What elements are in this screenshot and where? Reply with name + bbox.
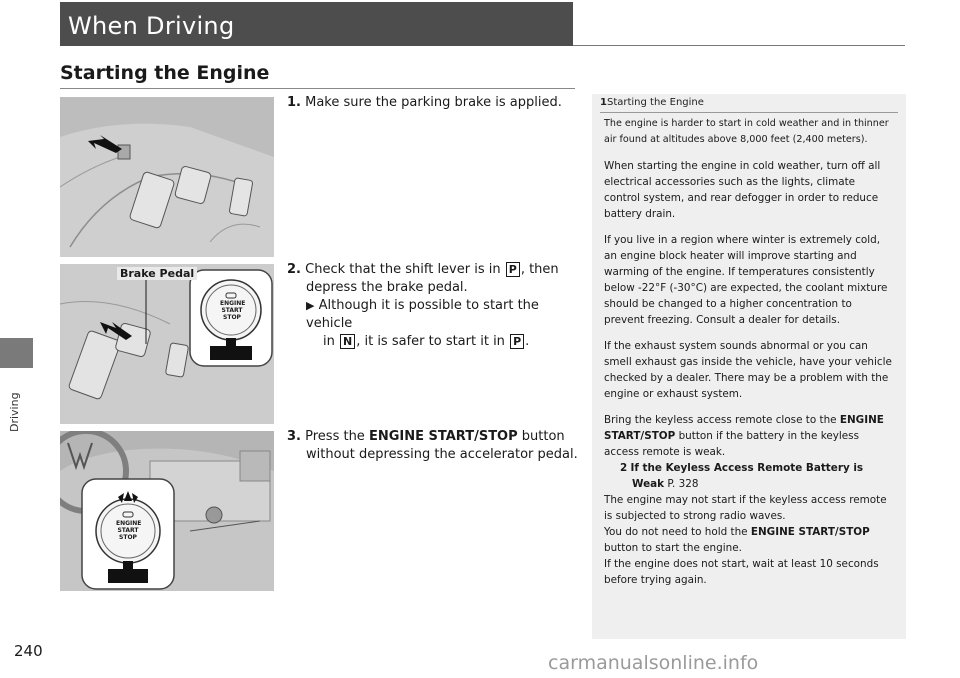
notes-marker: 1 bbox=[600, 97, 607, 108]
reference-title-2: Weak bbox=[632, 478, 665, 490]
notes-p4: If the exhaust system sounds abnormal or you can smell exhaust gas inside the vehicle, have your vehicle checked by a dealer. There may be a problem with the engine or exhaust system. bbox=[604, 340, 892, 400]
reference-cont bbox=[604, 476, 894, 492]
shift-n-key: N bbox=[340, 334, 355, 349]
dash-button-label-line-2: START bbox=[117, 527, 139, 534]
step-3-bold: ENGINE START/STOP bbox=[368, 429, 518, 444]
button-label-line-2: START bbox=[221, 307, 243, 314]
side-tab bbox=[0, 338, 33, 368]
dashboard-photo bbox=[60, 431, 274, 591]
shift-p-key: P bbox=[506, 262, 520, 277]
page-title: When Driving bbox=[68, 12, 235, 40]
notes-p8: If the engine does not start, wait at least 10 seconds before trying again. bbox=[604, 558, 879, 586]
step-1 bbox=[287, 94, 587, 112]
dash-button-label-line-3: STOP bbox=[119, 534, 137, 541]
notes-p1: The engine is harder to start in cold weather and in thinner air found at altitudes above 8,000 feet (2,400 meters). bbox=[604, 118, 889, 145]
page-number: 240 bbox=[14, 642, 43, 660]
step-2-text-a: Check that the shift lever is in bbox=[305, 262, 501, 277]
notes-p2: When starting the engine in cold weather, turn off all electrical accessories such as the lights, climate control system, and rear defogger in order to reduce battery drain. bbox=[604, 160, 881, 220]
header-rule bbox=[573, 45, 905, 46]
side-section-label: Driving bbox=[8, 392, 21, 432]
keyless-battery-reference[interactable] bbox=[604, 460, 894, 476]
step-2-text-b: , then bbox=[520, 262, 559, 277]
parking-brake-photo bbox=[60, 97, 274, 257]
button-label-line-3: STOP bbox=[223, 314, 241, 321]
notes-title: Starting the Engine bbox=[606, 97, 704, 108]
brake-pedal-callout: Brake Pedal bbox=[117, 267, 197, 280]
notes-p5-b: button if the battery in the keyless access remote is weak. bbox=[604, 430, 859, 458]
notes-heading bbox=[600, 97, 704, 108]
notes-p7-b: button to start the engine. bbox=[604, 542, 742, 554]
section-title: Starting the Engine bbox=[60, 62, 270, 84]
step-2-note bbox=[287, 297, 587, 351]
step-2-note-d: . bbox=[525, 334, 530, 349]
notes-heading-rule bbox=[600, 112, 898, 113]
section-rule bbox=[60, 88, 575, 89]
dash-button-label-line-1: ENGINE bbox=[116, 520, 142, 527]
watermark: carmanualsonline.info bbox=[548, 652, 759, 674]
step-1-number: 1. bbox=[287, 95, 301, 110]
step-3-text-a: Press the bbox=[305, 429, 365, 444]
reference-arrow-icon: 2 bbox=[620, 462, 628, 474]
notes-p6: The engine may not start if the keyless access remote is subjected to strong radio waves. bbox=[604, 494, 887, 522]
brake-pedal-photo bbox=[60, 264, 274, 424]
notes-p5 bbox=[604, 412, 894, 460]
notes-p5-a: Bring the keyless access remote close to the bbox=[604, 414, 837, 426]
button-label-line-1: ENGINE bbox=[220, 300, 246, 307]
notes-body bbox=[604, 116, 894, 598]
step-3-text-b: button bbox=[521, 429, 565, 444]
notes-p7-bold: ENGINE START/STOP bbox=[750, 526, 870, 538]
reference-title: If the Keyless Access Remote Battery is bbox=[630, 462, 864, 474]
note-arrow-icon: ▶ bbox=[306, 299, 315, 312]
shift-p-key-2: P bbox=[510, 334, 524, 349]
step-1-text: Make sure the parking brake is applied. bbox=[305, 95, 562, 110]
reference-page: P. 328 bbox=[667, 478, 699, 490]
step-3-number: 3. bbox=[287, 429, 301, 444]
notes-p3: If you live in a region where winter is extremely cold, an engine block heater will improve starting and warming of the engine. If temperatures consistently below -22°F (-30°C) are expected, the coolant mixture should be changed to a higher concentration to prevent freezing. Consult a dealer for details. bbox=[604, 234, 888, 326]
step-3 bbox=[287, 428, 587, 464]
notes-panel bbox=[592, 94, 906, 639]
step-2-note-a: Although it is possible to start the vehicle bbox=[306, 298, 539, 331]
notes-p7-a: You do not need to hold the bbox=[604, 526, 748, 538]
step-2-note-c: , it is safer to start it in bbox=[356, 334, 505, 349]
notes-p7 bbox=[604, 524, 894, 556]
step-3-text-c: without depressing the accelerator pedal. bbox=[306, 447, 578, 462]
step-2-number: 2. bbox=[287, 262, 301, 277]
step-2-text-c: depress the brake pedal. bbox=[306, 280, 468, 295]
notes-p5-bold: ENGINE START/STOP bbox=[604, 414, 884, 442]
step-2-note-b: in bbox=[323, 334, 335, 349]
step-2 bbox=[287, 261, 587, 351]
